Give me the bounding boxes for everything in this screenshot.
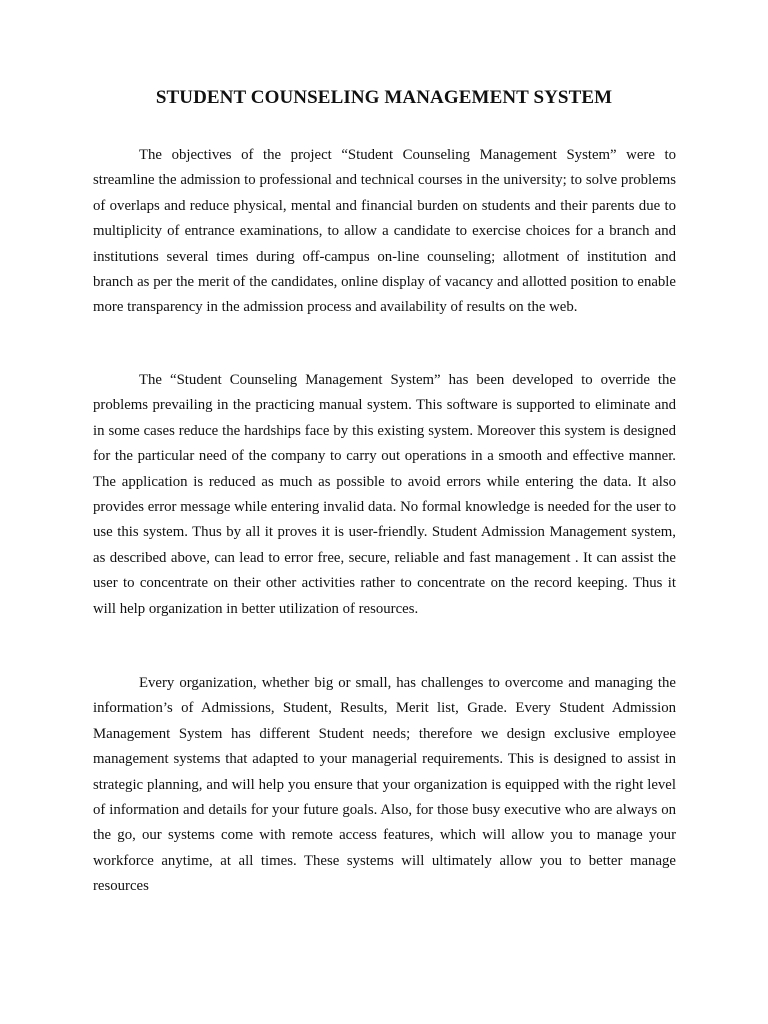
paragraph-system-overview: The “Student Counseling Management System” has been developed to override the problems prevailing in the practicing manual system. This software is supported to eliminate and in some cases reduce the hardships face by this existing system. Moreover this system is designed for the particular need of the company to carry out operations in a smooth and effective manner. The application is reduced as much as possible to avoid errors while entering the data. It also provides error message while entering invalid data. No formal knowledge is needed for the user to use this system. Thus by all it proves it is user-friendly. Student Admission Management system, as described above, can lead to error free, secure, reliable and fast management . It can assist the user to concentrate on their other activities rather to concentrate on the record keeping. Thus it will help organization in better utilization of resources. bbox=[93, 372, 676, 617]
page-title: STUDENT COUNSELING MANAGEMENT SYSTEM bbox=[155, 87, 613, 108]
paragraph-objectives: The objectives of the project “Student Counseling Management System” were to streamline the admission to professional and technical courses in the university; to solve problems of overlaps and reduce physical, mental and financial burden on students and their parents due to multiplicity of entrance examinations, to allow a candidate to exercise choices for a branch and institutions several times during off-campus on-line counseling; allotment of institution and branch as per the merit of the candidates, online display of vacancy and allotted position to enable more transparency in the admission process and availability of results on the web. bbox=[93, 147, 676, 316]
paragraph-organization-challenges: Every organization, whether big or small, has challenges to overcome and managing the information’s of Admissions, Student, Results, Merit list, Grade. Every Student Admission Management System has different Student needs; therefore we design exclusive employee management systems that adapted to your managerial requirements. This is designed to assist in strategic planning, and will help you ensure that your organization is equipped with the right level of information and details for your future goals. Also, for those busy executive who are always on the go, our systems come with remote access features, which will allow you to manage your workforce anytime, at all times. These systems will ultimately allow you to better manage resources bbox=[93, 675, 676, 895]
